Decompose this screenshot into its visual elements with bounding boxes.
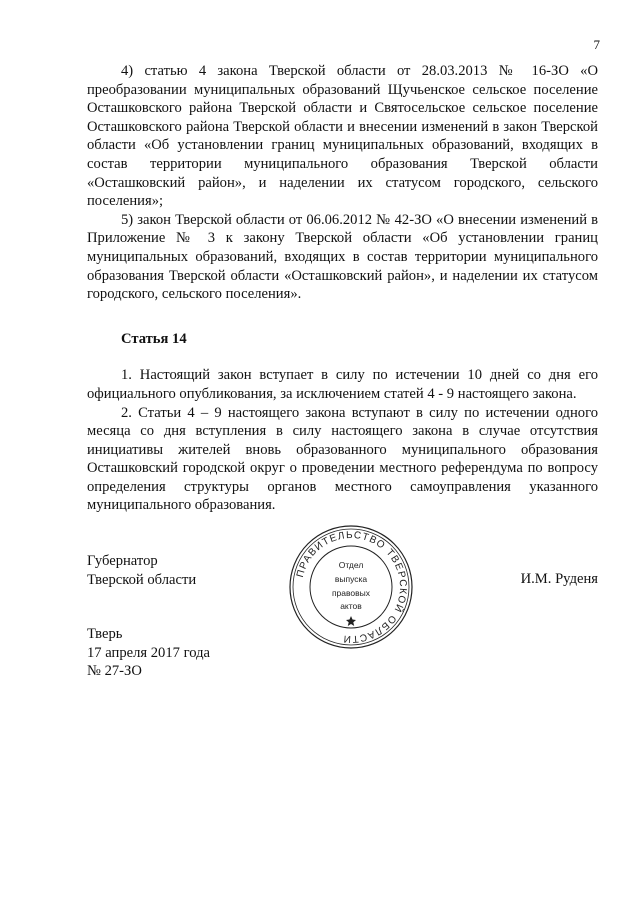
stamp-star-icon: [346, 616, 356, 626]
paragraph-item-5: 5) закон Тверской области от 06.06.2012 № 42-ЗО «О внесении изменений в Приложение № 3 к закону Тверской области «Об установлении границ муниципальных образований, входящих в состав территории муниципального образования Тверской области «Осташковский район», и наделении их статусом городского, сельского поселения».: [87, 211, 598, 303]
stamp-outer-circle: [290, 526, 412, 648]
signing-city: Тверь: [87, 626, 123, 642]
signatory-title: [87, 552, 196, 589]
signatory-name: И.М. Руденя: [520, 571, 598, 587]
article-title: Статья 14: [121, 330, 187, 347]
paragraph-clause-1: 1. Настоящий закон вступает в силу по истечении 10 дней со дня его официального опубликования, за исключением статей 4 - 9 настоящего закона.: [87, 367, 598, 402]
stamp-line-3: правовых: [331, 588, 371, 598]
signing-details: [87, 625, 210, 681]
paragraph-clause-2: 2. Статьи 4 – 9 настоящего закона вступают в силу по истечении одного месяца со дня вступления в силу настоящего закона в случае отсутствия инициативы жителей вновь образованного муниципального образования Осташковский городской округ о проведении местного референдума по вопросу определения структуры органов местного самоуправления указанного муниципального образования.: [87, 404, 598, 514]
paragraph-item-4: 4) статью 4 закона Тверской области от 28.03.2013 № 16-ЗО «О преобразовании муниципальных образований Щучьенское сельское поселение Осташковского района Тверской области и Святосельское сельское поселение Осташковского района Тверской области и внесении изменений в закон Тверской области «Об установлении границ муниципальных образований, входящих в состав территории муниципального образования Тверской области «Осташковский район», и наделении их статусом городского, сельского поселения»;: [87, 63, 598, 210]
stamp-line-4: актов: [340, 601, 362, 611]
signatory-title-line1: Губернатор: [87, 553, 158, 569]
stamp-line-1: Отдел: [338, 560, 364, 570]
signing-date: 17 апреля 2017 года: [87, 644, 210, 661]
law-number: № 27-ЗО: [87, 663, 142, 680]
document-body: [87, 62, 598, 515]
stamp-inner-circle: [310, 546, 392, 628]
official-stamp: [286, 522, 416, 652]
stamp-ring-text: ПРАВИТЕЛЬСТВО ТВЕРСКОЙ ОБЛАСТИ: [294, 529, 409, 645]
stamp-line-2: выпуска: [334, 574, 368, 584]
page-number: 7: [593, 37, 600, 52]
signatory-title-line2: Тверской области: [87, 571, 197, 588]
